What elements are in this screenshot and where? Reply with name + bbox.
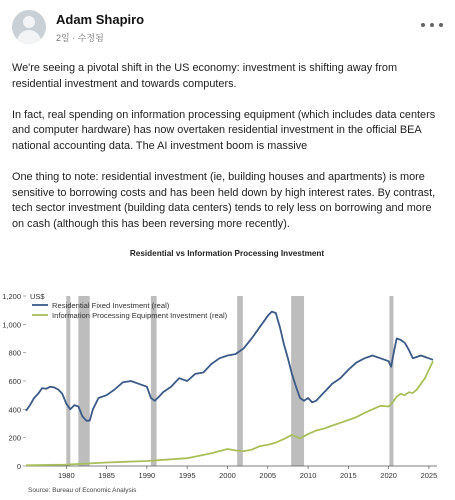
y-tick-label: 800 xyxy=(8,348,21,358)
recession-band xyxy=(237,296,243,466)
y-unit-label: US$ xyxy=(30,292,45,301)
x-tick-label: 2005 xyxy=(259,471,277,480)
x-tick-label: 1995 xyxy=(178,471,196,480)
y-tick-label: 200 xyxy=(8,433,21,443)
post-paragraph: One thing to note: residential investment (ie, building houses and apartments) is more sensitive to borrowing costs and has been held down by high interest rates. By contrast, tech sector investment (building data centers) tends to rely less on borrowing and more on cash (although this has been reversing more recently). xyxy=(12,171,436,230)
y-tick-label: 600 xyxy=(8,377,21,386)
avatar-head-shape xyxy=(23,16,35,28)
post-paragraph: In fact, real spending on information processing equipment (which includes data centers and computer hardware) has now overtaken residential investment in the official BEA national accounting data. The AI investment boom is massive xyxy=(12,108,436,152)
edited-label: 수정됨 xyxy=(77,33,104,43)
more-dot xyxy=(439,23,443,27)
meta-separator: · xyxy=(72,33,76,43)
x-tick-label: 2010 xyxy=(299,471,317,480)
more-options-icon[interactable] xyxy=(421,18,443,32)
recession-band xyxy=(291,296,304,466)
recession-band xyxy=(66,296,70,466)
avatar-body-shape xyxy=(17,30,41,44)
legend-label: Information Processing Equipment Investment (real) xyxy=(52,311,228,320)
y-tick-label: 1,200 xyxy=(2,292,21,301)
post-paragraph: We're seeing a pivotal shift in the US economy: investment is shifting away from residential investment and towards computers. xyxy=(12,62,398,90)
post-body xyxy=(12,61,443,233)
x-tick-label: 1990 xyxy=(138,471,156,480)
legend-label: Residential Fixed Investment (real) xyxy=(52,301,170,310)
x-tick-label: 2020 xyxy=(380,471,397,480)
investment-chart xyxy=(0,240,455,500)
post-time: 2일 xyxy=(56,33,70,43)
y-tick-label: 1,000 xyxy=(2,320,21,330)
x-tick-label: 1985 xyxy=(98,471,115,480)
more-dot xyxy=(430,23,434,27)
chart-title: Residential vs Information Processing Investment xyxy=(129,249,325,258)
y-tick-label: 0 xyxy=(16,462,21,471)
chart-image[interactable] xyxy=(0,240,455,500)
recession-band xyxy=(78,296,89,466)
recession-band xyxy=(389,296,393,466)
x-tick-label: 2025 xyxy=(420,471,438,480)
post-header xyxy=(12,10,443,46)
user-avatar-icon[interactable] xyxy=(12,10,46,44)
more-dot xyxy=(421,23,425,27)
recession-band xyxy=(151,296,157,466)
chart-source: Source: Bureau of Economic Analysis xyxy=(28,487,137,494)
post-meta xyxy=(56,31,104,44)
y-tick-label: 400 xyxy=(8,405,21,415)
x-tick-label: 2015 xyxy=(340,471,357,480)
x-tick-label: 1980 xyxy=(57,471,75,480)
author-name[interactable]: Adam Shapiro xyxy=(56,12,145,27)
x-tick-label: 2000 xyxy=(219,471,236,480)
